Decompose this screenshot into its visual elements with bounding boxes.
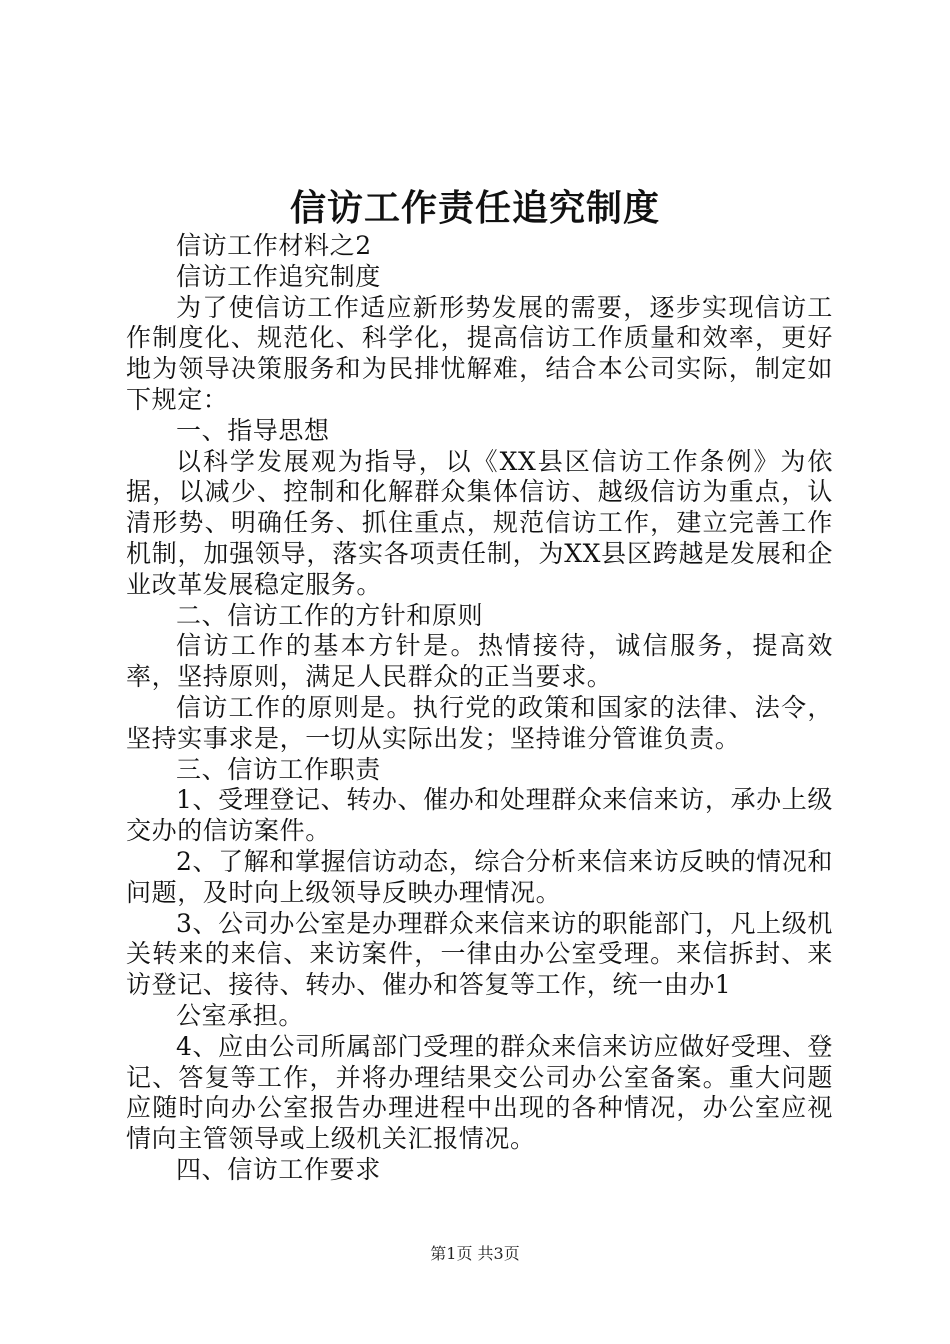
duty-item-4: 4、应由公司所属部门受理的群众来信来访应做好受理、登记、答复等工作，并将办理结果交公司办公室备案。重大问题应随时向办公室报告办理进程中出现的各种情况，办公室应视情向主管领导或上级机关汇报情况。 — [126, 1031, 833, 1154]
duty-item-3: 3、公司办公室是办理群众来信来访的职能部门，凡上级机关转来的来信、来访案件，一律由办公室受理。来信拆封、来访登记、接待、转办、催办和答复等工作，统一由办1 — [126, 908, 833, 1000]
document-title: 信访工作责任追究制度 — [289, 187, 660, 229]
paragraph-basic-policy: 信访工作的基本方针是。热情接待，诚信服务，提高效率，坚持原则，满足人民群众的正当要求。 — [126, 631, 833, 692]
paragraph-guiding-thought: 以科学发展观为指导，以《XX县区信访工作条例》为依据，以减少、控制和化解群众集体信访、越级信访为重点，认清形势、明确任务、抓住重点，规范信访工作，建立完善工作机制，加强领导，落实各项责任制，为XX县区跨越是发展和企业改革发展稳定服务。 — [126, 446, 833, 599]
section-heading-guiding-thought: 一、指导思想 — [176, 415, 330, 445]
section-heading-principles: 二、信访工作的方针和原则 — [176, 600, 484, 630]
paragraph-material-label: 信访工作材料之2 — [176, 231, 372, 260]
paragraph-intro: 为了使信访工作适应新形势发展的需要，逐步实现信访工作制度化、规范化、科学化，提高信访工作质量和效率，更好地为领导决策服务和为民排忧解难，结合本公司实际，制定如下规定： — [126, 292, 833, 414]
duty-item-2: 2、了解和掌握信访动态，综合分析来信来访反映的情况和问题，及时向上级领导反映办理情况。 — [126, 846, 833, 907]
section-heading-requirements: 四、信访工作要求 — [176, 1154, 381, 1184]
duty-item-3-continuation: 公室承担。 — [176, 1000, 305, 1030]
document-body — [126, 231, 833, 1186]
section-heading-duties: 三、信访工作职责 — [176, 754, 381, 784]
paragraph-principles: 信访工作的原则是。执行党的政策和国家的法律、法令，坚持实事求是，一切从实际出发；坚持谁分管谁负责。 — [126, 692, 833, 753]
duty-item-1: 1、受理登记、转办、催办和处理群众来信来访，承办上级交办的信访案件。 — [126, 785, 833, 846]
page-footer: 第1页 共3页 — [430, 1244, 520, 1263]
paragraph-subtitle: 信访工作追究制度 — [176, 261, 381, 291]
